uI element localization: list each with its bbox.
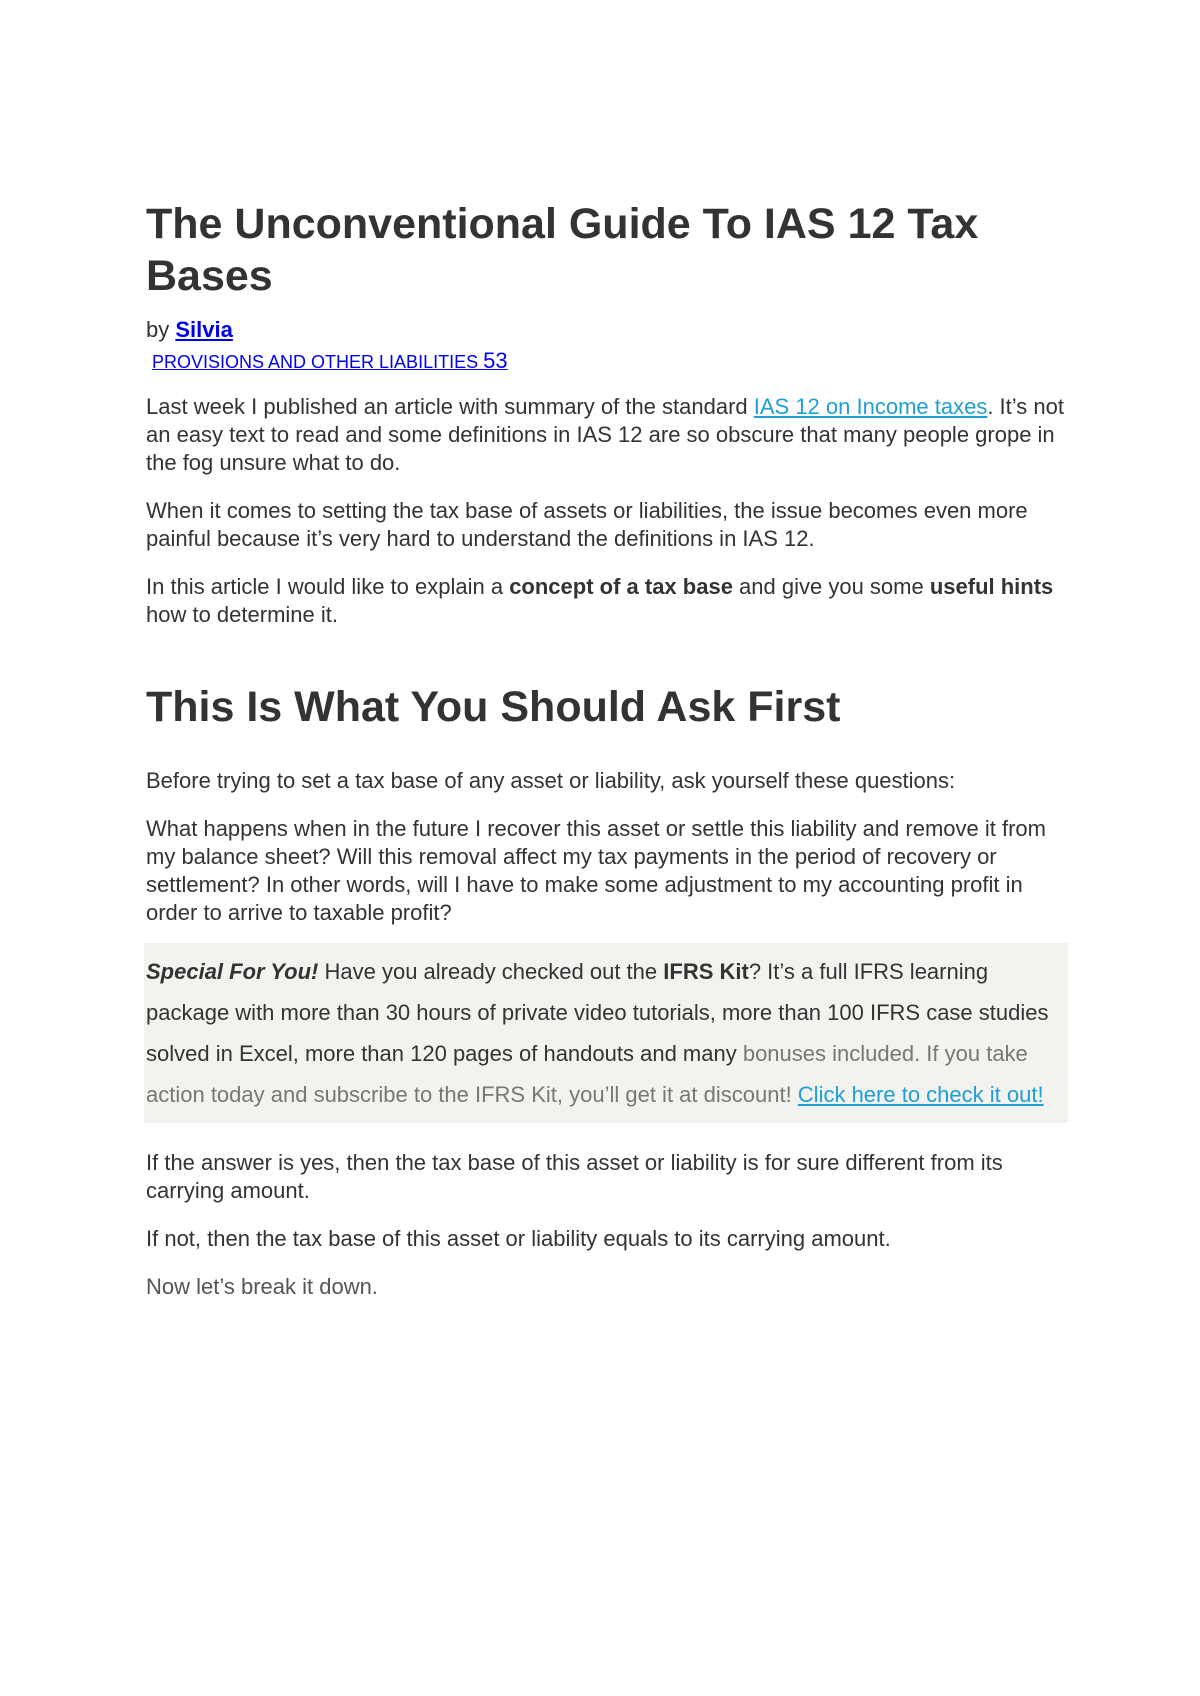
promo-text-c: bonuses included. If you take action today and subscribe to the IFRS Kit, you’ll get it at discount! bbox=[146, 1041, 1028, 1107]
category-label: PROVISIONS AND OTHER LIABILITIES bbox=[152, 352, 479, 372]
section-paragraph-1: Before trying to set a tax base of any asset or liability, ask yourself these questions: bbox=[146, 768, 956, 793]
promo-text-b: ? It’s a full IFRS learning package with more than 30 hours of private video tutorials, more than 100 IFRS case studies solved in Excel, more than 120 pages of handouts and many bbox=[146, 959, 1049, 1066]
byline-prefix: by bbox=[146, 317, 176, 342]
intro-p1-text-a: Last week I published an article with summary of the standard bbox=[146, 394, 754, 419]
category-line bbox=[152, 348, 1066, 375]
section-paragraph-3: If the answer is yes, then the tax base of this asset or liability is for sure different from its carrying amount. bbox=[146, 1150, 1003, 1203]
byline bbox=[146, 316, 1066, 344]
concept-of-tax-base-bold: concept of a tax base bbox=[509, 574, 733, 599]
author-link[interactable]: Silvia bbox=[175, 317, 233, 342]
section-heading: This Is What You Should Ask First bbox=[146, 683, 841, 731]
promo-box bbox=[144, 943, 1068, 1123]
category-link[interactable] bbox=[152, 348, 508, 373]
intro-paragraph-3 bbox=[146, 573, 1066, 629]
intro-paragraph-2 bbox=[146, 497, 1066, 553]
promo-text-a: Have you already checked out the bbox=[318, 959, 664, 984]
promo-special-label: Special For You! bbox=[146, 959, 319, 984]
section-paragraph-4: If not, then the tax base of this asset or liability equals to its carrying amount. bbox=[146, 1226, 891, 1251]
promo-ifrs-kit-bold: IFRS Kit bbox=[663, 959, 749, 984]
article-title: The Unconventional Guide To IAS 12 Tax Bases bbox=[146, 200, 979, 300]
section-paragraph-2: What happens when in the future I recover this asset or settle this liability and remove it from my balance sheet? Will this removal affect my tax payments in the period of recovery or settlement? In other words, will I have to make some adjustment to my accounting profit in order to arrive to taxable profit? bbox=[146, 816, 1046, 925]
section-paragraph-5: Now let’s break it down. bbox=[146, 1274, 378, 1299]
intro-p1-text-b: . It’s not an easy text to read and some definitions in IAS 12 are so obscure that many people grope in the fog unsure what to do. bbox=[146, 394, 1064, 475]
article-body bbox=[146, 198, 1066, 1301]
intro-p2-text: When it comes to setting the tax base of assets or liabilities, the issue becomes even more painful because it’s very hard to understand the definitions in IAS 12. bbox=[146, 498, 1028, 551]
ias12-income-taxes-link[interactable]: IAS 12 on Income taxes bbox=[753, 394, 988, 419]
intro-p3-text-c: how to determine it. bbox=[146, 602, 338, 627]
comment-count: 53 bbox=[483, 348, 508, 373]
promo-check-it-out-link[interactable]: Click here to check it out! bbox=[797, 1082, 1044, 1107]
intro-p3-text-b: and give you some bbox=[732, 574, 930, 599]
intro-p3-text-a: In this article I would like to explain a bbox=[146, 574, 510, 599]
useful-hints-bold: useful hints bbox=[929, 574, 1054, 599]
intro-paragraph-1 bbox=[146, 393, 1066, 477]
